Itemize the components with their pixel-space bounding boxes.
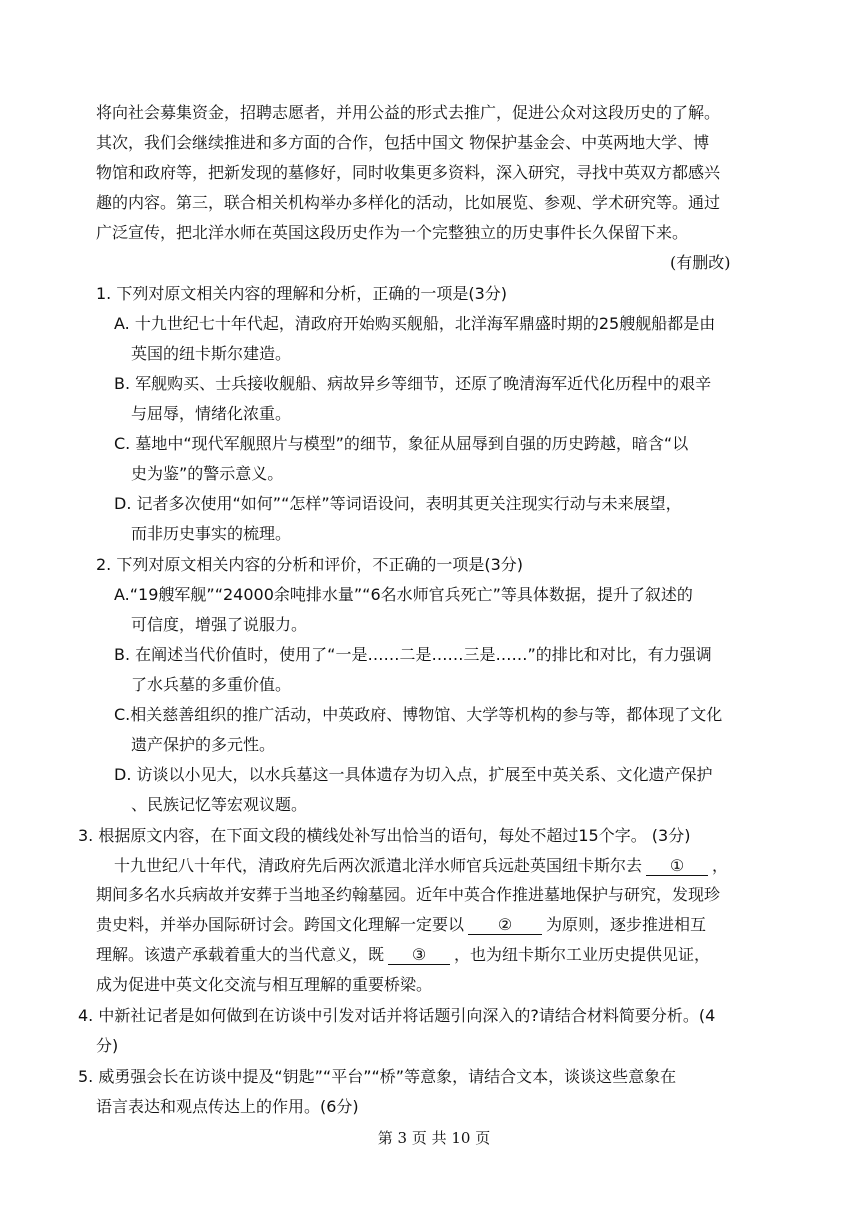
q3-text-line3-start: 贵史料，并举办国际研讨会。跨国文化理解一定要以: [96, 915, 465, 934]
q2-option-c-line1: C.相关慈善组织的推广活动，中英政府、博物馆、大学等机构的参与等，都体现了文化: [114, 705, 723, 724]
q3-blank-2[interactable]: ②: [468, 916, 542, 935]
q2-option-b-line1: B. 在阐述当代价值时，使用了“一是……二是……三是……”的排比和对比，有力强调: [114, 645, 712, 664]
q2-stem: 2. 下列对原文相关内容的分析和评价，不正确的一项是(3分): [96, 555, 524, 574]
q3-text-line4-start: 理解。该遗产承载着重大的当代意义，既: [96, 945, 385, 964]
q2-option-d-line2: 、民族记忆等宏观议题。: [131, 795, 308, 814]
passage-source-note: (有删改): [670, 253, 731, 272]
passage-line-4: 趣的内容。第三，联合相关机构举办多样化的活动，比如展览、参观、学术研究等。通过: [96, 193, 721, 212]
q3-text-line3-end: 为原则，逐步推进相互: [546, 915, 707, 934]
q4-stem-line1: 4. 中新社记者是如何做到在访谈中引发对话并将话题引向深入的?请结合材料简要分析。(4: [78, 1006, 716, 1025]
q3-text-line3: [96, 915, 706, 935]
q1-option-b-line1: B. 军舰购买、士兵接收舰船、病故异乡等细节，还原了晚清海军近代化历程中的艰辛: [114, 374, 712, 393]
q1-option-a-line1: A. 十九世纪七十年代起，清政府开始购买舰船，北洋海军鼎盛时期的25艘舰船都是由: [114, 314, 716, 333]
passage-line-5: 广泛宣传，把北洋水师在英国这段历史作为一个完整独立的历史事件长久保留下来。: [96, 223, 689, 242]
q3-text-line1-end: ，: [712, 856, 729, 875]
q3-text-line5: 成为促进中英文化交流与相互理解的重要桥梁。: [96, 975, 433, 994]
q2-option-a-line2: 可信度，增强了说服力。: [131, 615, 308, 634]
q3-text-line1-start: 十九世纪八十年代，清政府先后两次派遣北洋水师官兵远赴英国纽卡斯尔去: [114, 856, 643, 875]
passage-line-2: 其次，我们会继续推进和多方面的合作，包括中国文 物保护基金会、中英两地大学、博: [96, 133, 710, 152]
q2-option-a-line1: A.“19艘军舰”“24000余吨排水量”“6名水师官兵死亡”等具体数据，提升了叙述的: [114, 585, 693, 604]
q3-text-line4: [96, 945, 710, 965]
q5-stem-line1: 5. 威勇强会长在访谈中提及“钥匙”“平台”“桥”等意象，请结合文本，谈谈这些意象在: [78, 1067, 677, 1086]
q1-stem: 1. 下列对原文相关内容的理解和分析，正确的一项是(3分): [96, 284, 508, 303]
q2-option-c-line2: 遗产保护的多元性。: [131, 735, 276, 754]
q3-blank-1[interactable]: ①: [646, 857, 708, 876]
q1-option-c-line1: C. 墓地中“现代军舰照片与模型”的细节，象征从屈辱到自强的历史跨越，暗含“以: [114, 434, 689, 453]
q1-option-b-line2: 与屈辱，情绪化浓重。: [131, 404, 292, 423]
q2-option-d-line1: D. 访谈以小见大，以水兵墓这一具体遗存为切入点，扩展至中英关系、文化遗产保护: [114, 765, 713, 784]
q5-stem-line2: 语言表达和观点传达上的作用。(6分): [96, 1097, 359, 1116]
q1-option-c-line2: 史为鉴”的警示意义。: [131, 464, 284, 483]
passage-line-1: 将向社会募集资金，招聘志愿者，并用公益的形式去推广，促进公众对这段历史的了解。: [96, 103, 721, 122]
q2-option-b-line2: 了水兵墓的多重价值。: [131, 675, 292, 694]
page-number-footer: 第 3 页 共 10 页: [377, 1129, 491, 1147]
q1-option-d-line1: D. 记者多次使用“如何”“怎样”等词语设问，表明其更关注现实行动与未来展望，: [114, 494, 682, 513]
passage-line-3: 物馆和政府等，把新发现的墓修好，同时收集更多资料，深入研究，寻找中英双方都感兴: [96, 163, 721, 182]
q3-blank-3[interactable]: ③: [388, 946, 450, 965]
q3-text-line2: 期间多名水兵病故并安葬于当地圣约翰墓园。近年中英合作推进墓地保护与研究，发现珍: [96, 885, 721, 904]
q1-option-a-line2: 英国的纽卡斯尔建造。: [131, 344, 292, 363]
q3-text-line1: [114, 856, 728, 876]
q1-option-d-line2: 而非历史事实的梳理。: [131, 524, 292, 543]
q3-text-line4-end: ，也为纽卡斯尔工业历史提供见证，: [454, 945, 711, 964]
q4-stem-line2: 分): [96, 1036, 119, 1055]
q3-stem: 3. 根据原文内容，在下面文段的横线处补写出恰当的语句，每处不超过15个字。 (3分): [78, 826, 691, 845]
